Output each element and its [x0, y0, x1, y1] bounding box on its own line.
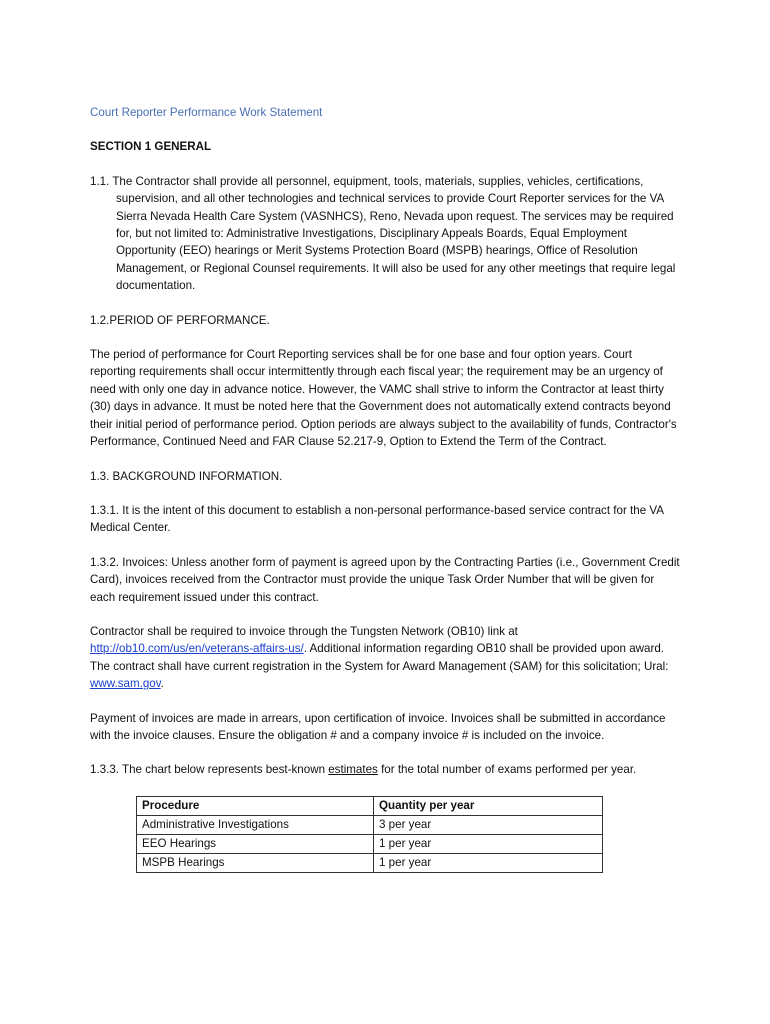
invoice-text-1: Contractor shall be required to invoice through the Tungsten Network (OB10) link at — [90, 624, 518, 638]
document-title: Court Reporter Performance Work Statement — [90, 106, 323, 119]
invoice-text-3: . — [160, 677, 164, 691]
invoice-text-2: . Additional information regarding OB10 shall be provided upon award. The contract shall have current registration in the System for Award Management (SAM) for this solicitation; Ural: — [90, 642, 669, 673]
cell-quantity: 1 per year — [374, 853, 603, 872]
ob10-link[interactable]: http://ob10.com/us/en/veterans-affairs-us/ — [90, 642, 304, 656]
heading-background-information: 1.3. BACKGROUND INFORMATION. — [90, 469, 283, 483]
sam-gov-link[interactable]: www.sam.gov — [90, 677, 161, 691]
item-1-3-2: 1.3.2. Invoices: Unless another form of payment is agreed upon by the Contracting Parties (i.e., Government Credit Card), invoices received from the Contractor must provide the unique Task Order Number that will be given for each requirement issued under this contract. — [90, 555, 680, 604]
table-row — [137, 834, 603, 853]
cell-quantity: 1 per year — [374, 834, 603, 853]
payment-paragraph: Payment of invoices are made in arrears, upon certification of invoice. Invoices shall be submitted in accordance with the invoice clauses. Ensure the obligation # and a company invoice # is included on the invoice. — [90, 711, 666, 742]
table-row — [137, 815, 603, 834]
table-header-row — [137, 796, 603, 815]
cell-procedure: MSPB Hearings — [137, 853, 374, 872]
item-1-1: 1.1. The Contractor shall provide all personnel, equipment, tools, materials, supplies, vehicles, certifications, supervision, and all other technologies and technical services to provide Court Reporter services for the VA Sierra Nevada Health Care System (VASNHCS), Reno, Nevada upon request. The services may be required for, but not limited to: Administrative Investigations, Disciplinary Appeals Boards, Equal Employment Opportunity (EEO) hearings or Merit Systems Protection Board (MSPB) hearings, Office of Resolution Management, or Regional Counsel requirements. It will also be used for any other meetings that require legal documentation. — [90, 174, 676, 293]
header-quantity: Quantity per year — [374, 796, 603, 815]
cell-procedure: Administrative Investigations — [137, 815, 374, 834]
document-page — [90, 104, 680, 873]
item-1-3-1: 1.3.1. It is the intent of this document to establish a non-personal performance-based service contract for the VA Medical Center. — [90, 503, 664, 535]
heading-period-of-performance: 1.2.PERIOD OF PERFORMANCE. — [90, 313, 270, 327]
header-procedure: Procedure — [137, 796, 374, 815]
cell-quantity: 3 per year — [374, 815, 603, 834]
item-1-3-3-text-2: for the total number of exams performed per year. — [377, 763, 637, 777]
exams-table — [136, 796, 603, 873]
item-1-3-3 — [90, 761, 680, 778]
period-of-performance-text: The period of performance for Court Reporting services shall be for one base and four option years. Court reporting requirements shall occur intermittently through each fiscal year; the requirement may be an urgency of need with only one day in advance notice. However, the VAMC shall strive to inform the Contractor at least thirty (30) days in advance. It must be noted here that the Government does not automatically extend contracts beyond their initial period of performance period. Option periods are always subject to the availability of funds, Contractor's Performance, Continued Need and FAR Clause 52.217-9, Option to Extend the Term of the Contract. — [90, 348, 677, 449]
item-1-3-3-text-1: 1.3.3. The chart below represents best-known — [90, 763, 329, 777]
cell-procedure: EEO Hearings — [137, 834, 374, 853]
table-row — [137, 853, 603, 872]
invoice-paragraph — [90, 623, 680, 693]
estimates-underlined: estimates — [328, 763, 378, 777]
section-heading: SECTION 1 GENERAL — [90, 140, 212, 154]
